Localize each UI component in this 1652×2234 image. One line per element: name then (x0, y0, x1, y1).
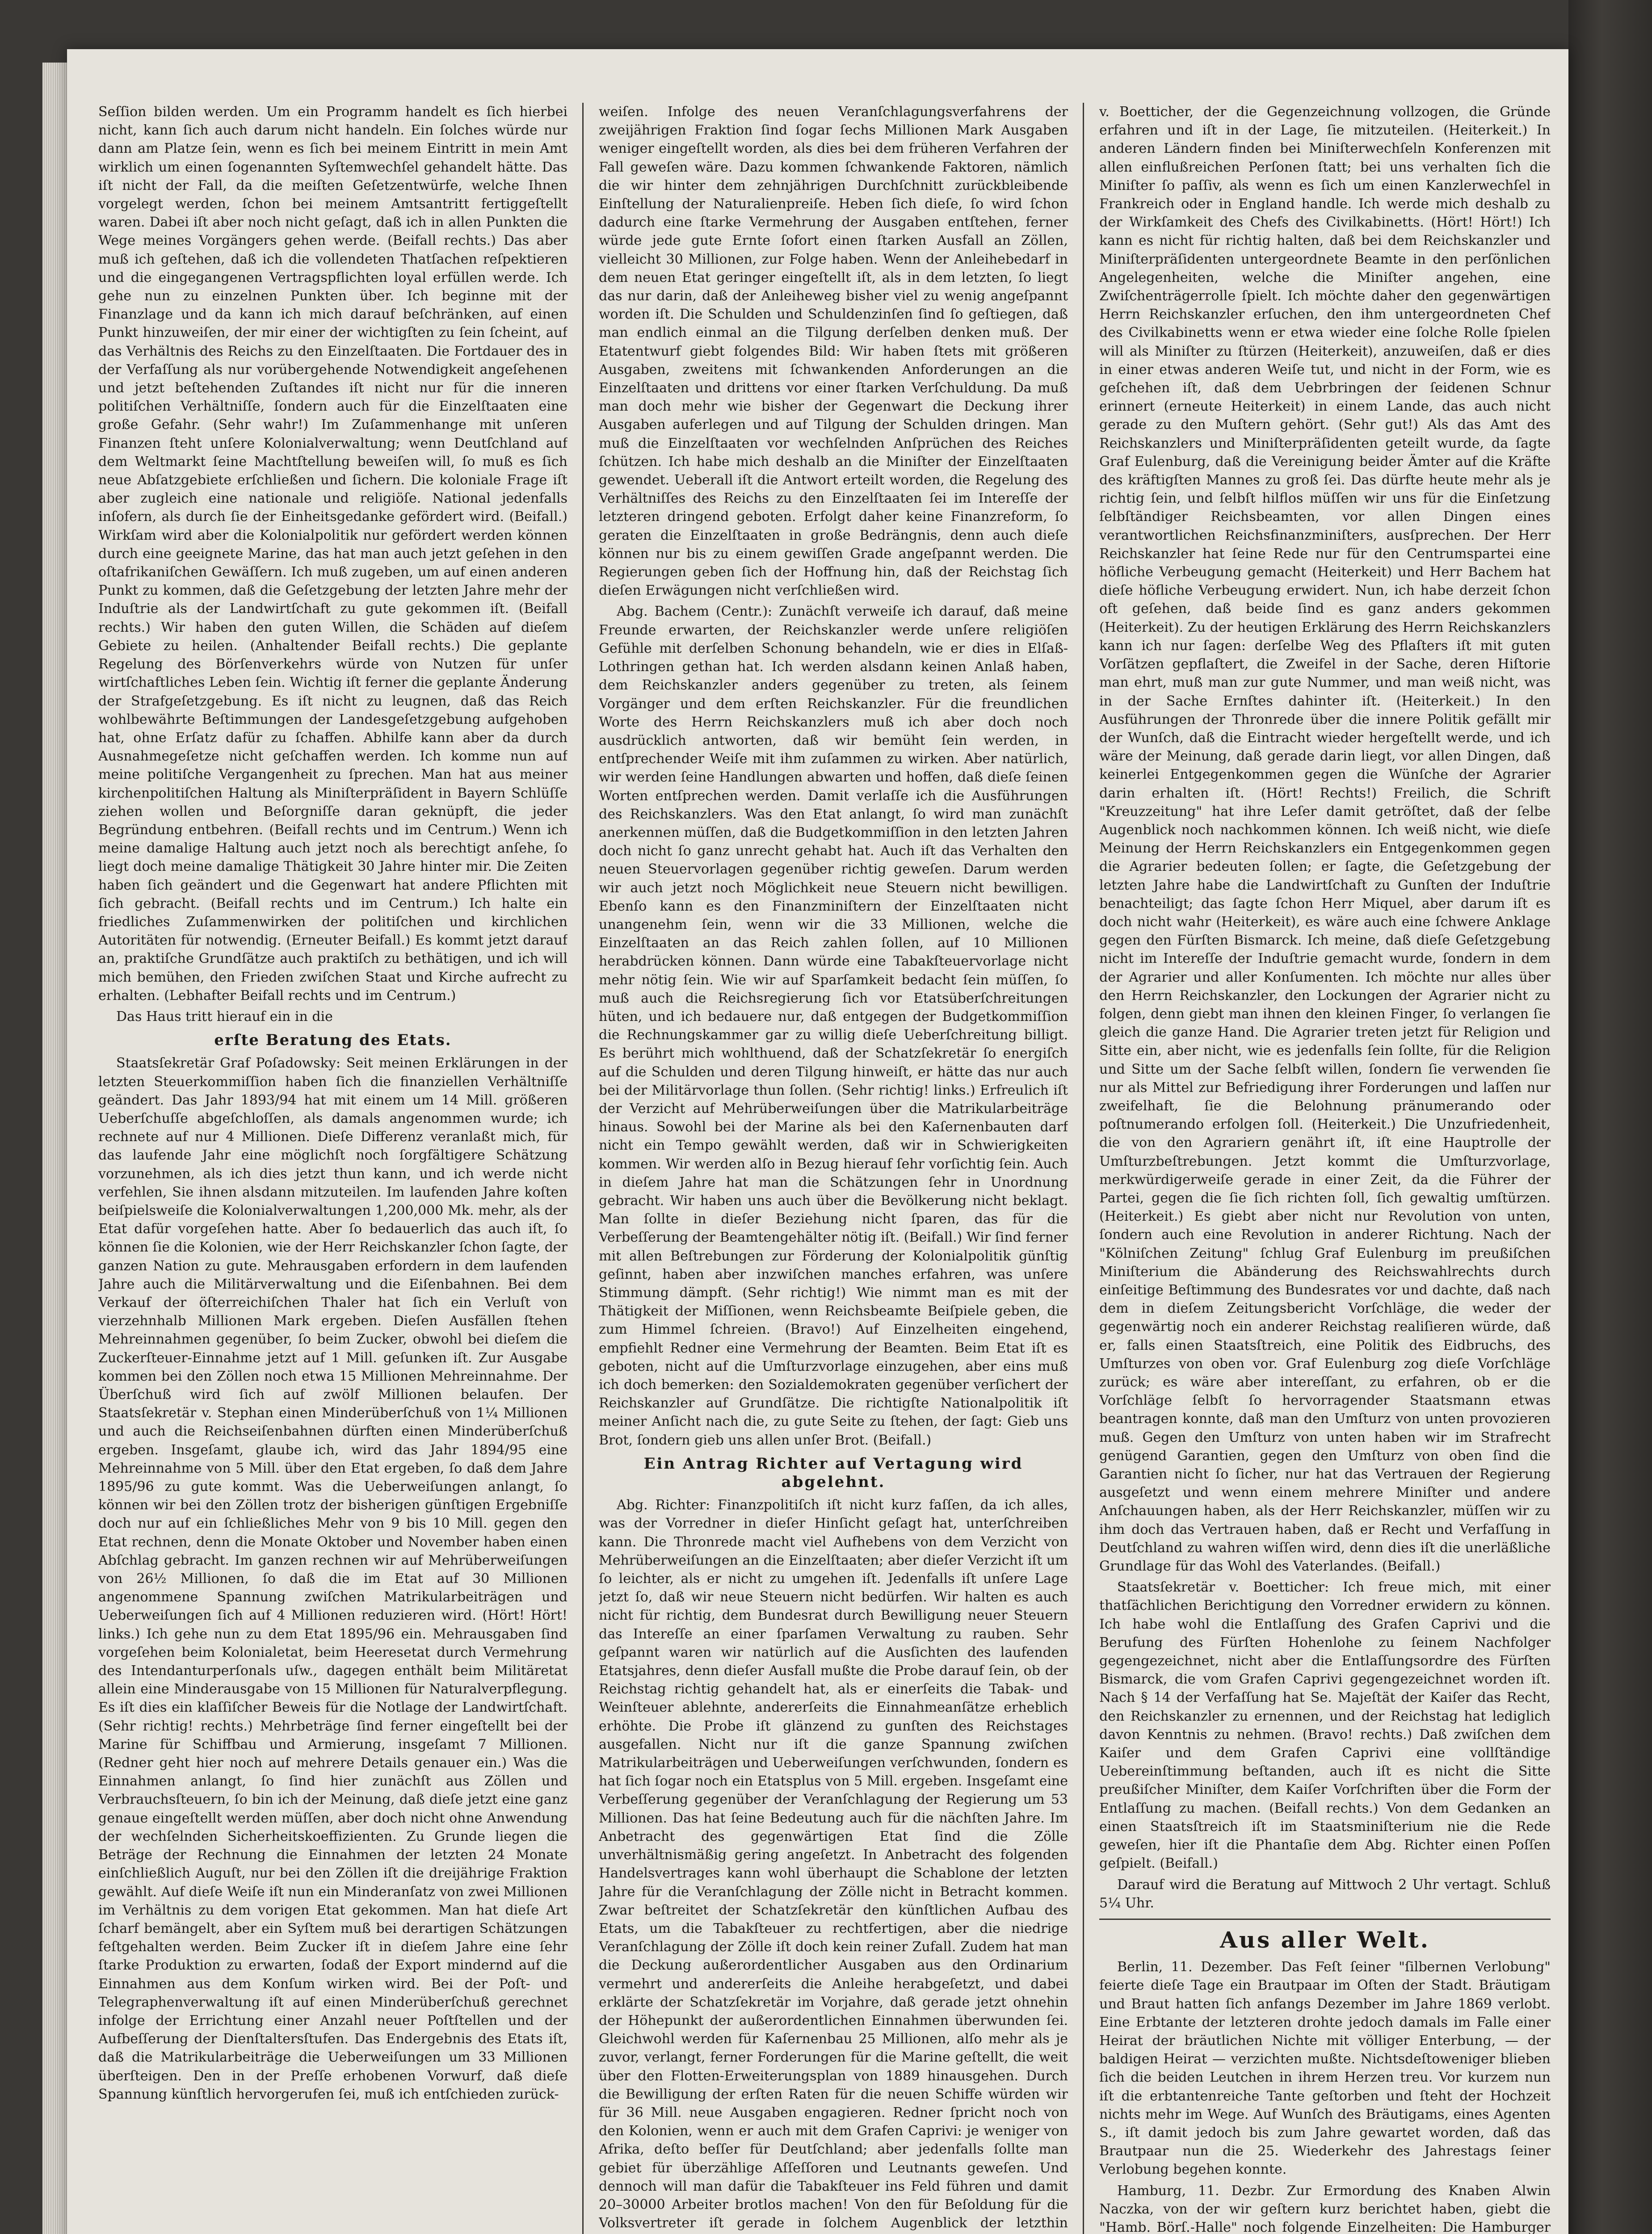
scanner-background (1568, 0, 1652, 2234)
paragraph: v. Boetticher, der die Gegenzeichnung vollzogen, die Gründe erfahren und iſt in der Lage, ſie mitzuteilen. (Heiterkeit.) In anderen Ländern finden bei Miniſterwechſeln Konferenzen mit allen einflußreichen Perſonen ſtatt; bei uns verhalten ſich die Miniſter ſo paſſiv, als wenn es ſich um einen Kanzlerwechſel in Frankreich oder in England handle. Ich werde mich deshalb zu der Wirkſamkeit des Chefs des Civilkabinetts. (Hört! Hört!) Ich kann es nicht für richtig halten, daß bei dem Reichskanzler und Miniſterpräſidenten untergeordnete Beamte in den perſönlichen Angelegenheiten, welche die Miniſter angehen, eine Zwiſchenträgerrolle ſpielt. Ich möchte daher den gegenwärtigen Herrn Reichskanzler erſuchen, den ihm untergeordneten Chef des Civilkabinetts wenn er etwa wieder eine ſolche Rolle ſpielen will als Miniſter zu ſtürzen (Heiterkeit), anzuweiſen, daß er dies in einer etwas anderen Weiſe tut, und nicht in der Form, wie es geſchehen iſt, daß dem Uebrbringen der ſeidenen Schnur erinnert (erneute Heiterkeit) in einem Lande, das auch nicht gerade zu den Muſtern gehört. (Sehr gut!) Als das Amt des Reichskanzlers und Miniſterpräſidenten geteilt wurde, da ſagte Graf Eulenburg, daß die Vereinigung beider Ämter auf die Kräfte des kräftigſten Mannes zu groß ſei. Das dürfte heute mehr als je richtig ſein, und ſelbſt hilflos müſſen wir uns für die Einſetzung ſelbſtändiger Reichsbeamten, vor allen Dingen eines verantwortlichen Reichsfinanzminiſters, ausſprechen. Der Herr Reichskanzler hat ſeine Rede nur für den Centrumspartei eine höfliche Verbeugung gemacht (Heiterkeit) und Herr Bachem hat dieſe höfliche Verbeugung erwidert. Nun, ich habe derzeit ſchon oft geſehen, daß beide ſind es ganz anders gekommen (Heiterkeit). Zu der heutigen Erklärung des Herrn Reichskanzlers kann ich nur ſagen: derſelbe Weg des Pflaſters iſt mit guten Vorſätzen gepflaſtert, die Zweifel in der Sache, deren Hiſtorie man ehrt, muß man zur gute Nummer, und man weiß nicht, was in der Sache Ernſtes dahinter iſt. (Heiterkeit.) In den Ausführungen der Thronrede über die innere Politik gefällt mir der Wunſch, daß die Eintracht wieder hergeſtellt werde, und ich wäre der Meinung, daß gerade darin liegt, vor allen Dingen, daß keinerlei Entgegenkommen gegen die Wünſche der Agrarier darin erhalten iſt. (Hört! Rechts!) Freilich, die Schrift "Kreuzzeitung" hat ihre Leſer damit getröſtet, daß der ſelbe Augenblick noch nachkommen können. Ich weiß nicht, wie dieſe Meinung der Herrn Reichskanzlers ein Entgegenkommen gegen die Agrarier bedeuten ſollen; er ſagte, die Geſetzgebung der letzten Jahre habe die Landwirtſchaft zu Gunſten der Induſtrie benachteiligt; das ſagte ſchon Herr Miquel, aber darum iſt es doch nicht wahr (Heiterkeit), es wäre auch eine ſchwere Anklage gegen den Fürſten Bismarck. Ich meine, daß dieſe Geſetzgebung nicht im Intereſſe der Induſtrie gemacht wurde, ſondern in dem der Agrarier und aller Konſumenten. Ich möchte nur alles über den Herrn Reichskanzler, den Lockungen der Agrarier nicht zu folgen, denn giebt man ihnen den kleinen Finger, ſo verlangen ſie gleich die ganze Hand. Die Agrarier treten jetzt für Religion und Sitte ein, aber nicht, wie es jedenfalls ſein ſollte, für die Religion und Sitte um der Sache ſelbſt willen, ſondern ſie verwenden ſie nur als Mittel zur Befriedigung ihrer Forderungen und laſſen nur zweifelhaft, ſie die Belohnung pränumerando oder poſtnumerando erfolgen ſoll. (Heiterkeit.) Die Unzufriedenheit, die von den Agrariern genährt iſt, iſt eine Hauptrolle der Umſturzbeſtrebungen. Jetzt kommt die Umſturzvorlage, merkwürdigerweiſe gerade in einer Zeit, da die Führer der Partei, gegen die ſie ſich richten ſoll, ſich gewaltig umſtürzen. (Heiterkeit.) Es giebt aber nicht nur Revolution von unten, ſondern auch eine Revolution in anderer Richtung. Nach der "Kölniſchen Zeitung" ſchlug Graf Eulenburg im preußiſchen Miniſterium die Abänderung des Reichswahlrechts durch einſeitige Beſtimmung des Bundesrates vor und dachte, daß nach dem in dieſem Zeitungsbericht Vorſchläge, die weder der gegenwärtig noch ein anderer Reichstag realiſieren würde, daß er, falls einen Staatsſtreich, eine Politik des Eidbruchs, des Umſturzes von oben vor. Graf Eulenburg zog dieſe Vorſchläge zurück; es wäre aber intereſſant, zu erfahren, ob er die Vorſchläge ſelbſt ſo hervorragender Staatsmann etwas beantragen konnte, daß man den Umſturz von unten provozieren muß. Gegen den Umſturz von unten haben wir im Strafrecht genügend Garantien, gegen den Umſturz von oben ſind die Garantien nicht ſo ſicher, nur hat das Vertrauen der Regierung ausgeſetzt und wenn einem mehrere Miniſter und andere Anſchauungen haben, als der Herr Reichskanzler, müſſen wir zu ihm doch das Vertrauen haben, daß er Recht und Verfaſſung in Deutſchland zu wahren wiſſen wird, denn dies iſt die unerläßliche Grundlage für das Wohl des Vaterlandes. (Beifall.) (1099, 104, 1551, 1575)
paragraph: Darauf wird die Beratung auf Mittwoch 2 Uhr vertagt. Schluß 5¼ Uhr. (1099, 1877, 1551, 1911)
column-rule-left (582, 103, 584, 2234)
paragraph: Staatsſekretär v. Boetticher: Ich freue mich, mit einer thatſächlichen Berichtigung den Vorredner erwidern zu können. Ich habe wohl die Entlaſſung des Grafen Caprivi und die Berufung des Fürſten Hohenlohe zu ſeinem Nachfolger gegengezeichnet, nicht aber die Entlaſſungsordre des Fürſten Bismarck, die vom Grafen Caprivi gegengezeichnet worden iſt. Nach § 14 der Verfaſſung hat Se. Majeſtät der Kaiſer das Recht, den Reichskanzler zu ernennen, und der Reichstag hat lediglich davon Kenntnis zu nehmen. (Bravo! rechts.) Daß zwiſchen dem Kaiſer und dem Grafen Caprivi eine vollſtändige Uebereinſtimmung beſtanden, auch iſt es nicht die Sitte preußiſcher Miniſter, dem Kaiſer Vorſchriften über die Form der Entlaſſung zu machen. (Beifall rechts.) Von dem Gedanken an einen Staatsſtreich iſt im Staatsminiſterium nie die Rede geweſen, hier iſt die Phantaſie dem Abg. Richter einen Poſſen geſpielt. (Beifall.) (1099, 1579, 1551, 1872)
paragraph: Staatsſekretär Graf Poſadowsky: Seit meinen Erklärungen in der letzten Steuerkommiſſion haben ſich die finanziellen Verhältniſſe geändert. Das Jahr 1893/94 hat mit einem um 14 Mill. größeren Ueberſchuſſe abgeſchloſſen, als damals angenommen wurde; ich rechnete auf nur 4 Millionen. Dieſe Differenz veranlaßt mich, für das laufende Jahr eine möglichſt noch ſorgfältigere Schätzung vorzunehmen, als ich dies jetzt thun kann, und ich werde nicht verfehlen, Sie ihnen alsdann mitzuteilen. Im laufenden Jahre koſten beiſpielsweiſe die Kolonialverwaltungen 1,200,000 Mk. mehr, als der Etat dafür vorgeſehen hatte. Aber ſo bedauerlich das auch iſt, ſo können ſie die Kolonien, wie der Herr Reichskanzler ſchon ſagte, der ganzen Nation zu gute. Mehrausgaben erfordern in dem laufenden Jahre auch die Militärverwaltung und die Eiſenbahnen. Bei dem Verkauf der öſterreichiſchen Thaler hat ſich ein Verluſt von vierzehnhalb Millionen Mark ergeben. Dieſen Ausfällen ſtehen Mehreinnahmen gegenüber, ſo beim Zucker, obwohl bei dieſem die Zuckerſteuer-Einnahme jetzt auf 1 Mill. geſunken iſt. Zur Ausgabe kommen bei den Zöllen noch etwa 15 Millionen Mehreinnahme. Der Überſchuß wird ſich auf zwölf Millionen belaufen. Der Staatsſekretär v. Stephan einen Minderüberſchuß von 1¼ Millionen und auch die Reichseiſenbahnen dürften einen Minderüberſchuß ergeben. Insgeſamt, glaube ich, wird das Jahr 1894/95 eine Mehreinnahme von 5 Mill. über den Etat ergeben, ſo daß dem Jahre 1895/96 zu gute kommt. Was die Ueberweiſungen anlangt, ſo können wir bei den Zöllen trotz der bisherigen günſtigen Ergebniſſe doch nur auf ein ſchließliches Mehr von 9 bis 10 Mill. gegen den Etat rechnen, denn die Monate Oktober und November haben einen Abſchlag gebracht. Im ganzen rechnen wir auf Mehrüberweiſungen von 26½ Millionen, ſo daß die im Etat auf 30 Millionen angenommene Spannung zwiſchen Matrikularbeiträgen und Ueberweiſungen ſich auf 4 Millionen reduzieren wird. (Hört! Hört! links.) Ich gehe nun zu dem Etat 1895/96 ein. Mehrausgaben ſind vorgeſehen beim Kolonialetat, beim Heeresetat durch Vermehrung des Intendanturperſonals uſw., dagegen enthält beim Militäretat allein eine Minderausgabe von 15 Millionen für Naturalverpflegung. Es iſt dies ein klaſſiſcher Beweis für die Notlage der Landwirtſchaft. (Sehr richtig! rechts.) Mehrbeträge ſind ferner eingeſtellt bei der Marine für Schiffbau und Armierung, insgeſamt 7 Millionen. (Redner geht hier noch auf mehrere Details genauer ein.) Was die Einnahmen anlangt, ſo ſind hier zunächſt aus Zöllen und Verbrauchsſteuern, ſo bin ich der Meinung, daß dieſe jetzt eine ganz genaue eingeſtellt werden müſſen, aber doch nicht ohne Anwendung der wechſelnden Sicherheitskoeffizienten. Zu Grunde liegen die Beträge der Rechnung die Einnahmen der letzten 24 Monate einſchließlich Auguſt, nur bei den Zöllen iſt die dreijährige Fraktion gewählt. Auf dieſe Weiſe iſt nun ein Minderanſatz von zwei Millionen im Verhältnis zu dem vorigen Etat gekommen. Man hat dieſe Art ſcharf bemängelt, aber ein Syſtem muß bei derartigen Schätzungen feſtgehalten werden. Beim Zucker iſt in dieſem Jahre eine ſehr ſtarke Produktion zu erwarten, ſodaß der Export mindernd auf die Einnahmen aus dem Konſum wirken wird. Bei der Poſt- und Telegraphenverwaltung iſt auf einen Minderüberſchuß gerechnet infolge der Errichtung einer Anzahl neuer Poſtſtellen und der Aufbeſſerung der Dienſtaltersſtufen. Das Endergebnis des Etats iſt, daß die Matrikularbeiträge die Ueberweiſungen um 33 Millionen überſteigen. Den in der Preſſe erhobenen Vorwurf, daß dieſe Spannung künſtlich hervorgerufen ſei, muß ich entſchieden zurück- (98, 1055, 567, 2102)
paragraph: weiſen. Infolge des neuen Veranſchlagungsverfahrens der zweijährigen Fraktion ſind ſogar ſechs Millionen Mark Ausgaben weniger eingeſtellt worden, als dies bei dem früheren Verfahren der Fall geweſen wäre. Dazu kommen ſchwankende Faktoren, nämlich die wir hinter dem zehnjährigen Durchſchnitt zurückbleibende Einſtellung der Naturalienpreiſe. Heben ſich dieſe, ſo wird ſchon dadurch eine ſtarke Vermehrung der Ausgaben entſtehen, ferner würde jede gute Ernte ſofort einen ſtarken Ausfall an Zöllen, vielleicht 30 Millionen, zur Folge haben. Wenn der Anleihebedarf in dem neuen Etat geringer eingeſtellt iſt, als in dem letzten, ſo liegt das nur darin, daß der Anleiheweg bisher viel zu wenig angeſpannt worden iſt. Die Schulden und Schuldenzinſen ſind ſo geſtiegen, daß man endlich einmal an die Tilgung derſelben denken muß. Der Etatentwurf giebt folgendes Bild: Wir haben ſtets mit größeren Ausgaben, zweitens mit ſchwankenden Anforderungen an die Einzelſtaaten und drittens vor einer ſtarken Verſchuldung. Da muß man doch mehr wie bisher der Gegenwart die Deckung ihrer Ausgaben auferlegen und auf Tilgung der Schulden dringen. Man muß die Einzelſtaaten vor wechſelnden Anſprüchen des Reiches ſchützen. Ich habe mich deshalb an die Miniſter der Einzelſtaaten gewendet. Ueberall iſt die Antwort erteilt worden, die Regelung des Verhältniſſes des Reichs zu den Einzelſtaaten ſei im Intereſſe der letzteren dringend geboten. Erfolgt daher keine Finanzreform, ſo geraten die Einzelſtaaten in große Bedrängnis, denn auch dieſe können nur bis zu einem gewiſſen Grade angeſpannt werden. Die Regierungen geben ſich der Hoffnung hin, daß der Reichstag ſich dieſen Erwägungen nicht verſchließen wird. (599, 104, 1068, 599)
section-heading: Ein Antrag Richter auf Vertagung wird abgelehnt. (643, 1454, 1023, 1491)
paragraph: Abg. Bachem (Centr.): Zunächſt verweiſe ich darauf, daß meine Freunde erwarten, der Reichskanzler werde unſere religiöſen Gefühle mit derſelben Schonung behandeln, wie er dies in Elſaß-Lothringen gethan hat. Ich werden alsdann keinen Anlaß haben, dem Reichskanzler anders gegenüber zu treten, als ſeinem Vorgänger und dem erſten Reichskanzler. Für die freundlichen Worte des Herrn Reichskanzlers muß ich aber doch noch ausdrücklich antworten, daß wir bemüht ſein werden, in entſprechender Weiſe mit ihm zuſammen zu wirken. Aber natürlich, wir werden ſeine Handlungen abwarten und hoffen, daß dieſe ſeinen Worten entſprechen werden. Damit verlaſſe ich die Ausführungen des Reichskanzlers. Was den Etat anlangt, ſo wird man zunächſt anerkennen müſſen, daß die Budgetkommiſſion in den letzten Jahren doch nicht ſo ganz unrecht gehabt hat. Auch iſt das Verhalten den neuen Steuervorlagen gegenüber richtig geweſen. Darum werden wir auch jetzt noch Möglichkeit neue Steuern nicht bewilligen. Ebenſo kann es den Finanzminiſtern der Einzelſtaaten nicht unangenehm ſein, wenn wir die 33 Millionen, welche die Einzelſtaaten an das Reich zahlen ſollen, auf 10 Millionen herabdrücken können. Dann würde eine Tabakſteuervorlage nicht mehr nötig ſein. Wie wir auf Sparſamkeit bedacht ſein müſſen, ſo muß auch die Reichsregierung ſich vor Etatsüberſchreitungen hüten, und ich bedauere nur, daß entgegen der Budgetkommiſſion die Rechnungskammer gar zu willig dieſe Ueberſchreitung billigt. Es berührt mich wohlthuend, daß der Schatzſekretär ſo energiſch auf die Schulden und deren Tilgung hinweiſt, er hätte das nur auch bei der Militärvorlage thun ſollen. (Sehr richtig! links.) Erfreulich iſt der Verzicht auf Mehrüberweiſungen über die Matrikularbeiträge hinaus. Sowohl bei der Marine als bei den Kaſernenbauten darf nicht ein Tempo gewählt werden, daß wir in Schwierigkeiten kommen. Wir werden alſo in Bezug hierauf ſehr vorſichtig ſein. Auch in dieſem Jahre hat man die Schätzungen ſehr in Unordnung gebracht. Wir haben uns auch über die Bevölkerung nicht beklagt. Man ſollte in dieſer Beziehung nicht ſparen, das für die Verbeſſerung der Beamtengehälter nötig iſt. (Beifall.) Wir ſind ferner mit allen Beſtrebungen zur Förderung der Kolonialpolitik günſtig geſinnt, haben aber inzwiſchen manches erfahren, was unſere Stimmung dämpft. (Sehr richtig!) Wie nimmt man es mit der Thätigkeit der Miſſionen, wenn Reichsbeamte Beiſpiele geben, die zum Himmel ſchreien. (Bravo!) Auf Einzelheiten eingehend, empfiehlt Redner eine Vermehrung der Beamten. Beim Etat iſt es geboten, nicht auf die Umſturzvorlage einzugehen, aber eins muß ich doch bemerken: den Sozialdemokraten gegenüber verſichert der Reichskanzler auf Grundſätze. Die richtigſte Nationalpolitik iſt meiner Anſicht nach die, zu gute Seite zu ſtehen, der ſagt: Gieb uns Brot, ſondern gieb uns allen unſer Brot. (Beifall.) (599, 604, 1068, 1448)
page-stack-edge (42, 63, 67, 2234)
section-heading: erſte Beratung des Etats. (214, 1031, 452, 1050)
paragraph: Abg. Richter: Finanzpolitiſch iſt nicht kurz faſſen, da ich alles, was der Vorredner in dieſer Hinſicht geſagt hat, unterſchreiben kann. Die Thronrede macht viel Aufhebens von dem Verzicht von Mehrüberweiſungen an die Einzelſtaaten; aber dieſer Verzicht iſt um ſo leichter, als er nicht zu umgehen iſt. Jedenfalls iſt unſere Lage jetzt ſo, daß wir neue Steuern nicht bedürfen. Wir halten es auch nicht für richtig, dem Bundesrat durch Bewilligung neuer Steuern das Intereſſe an einer ſparſamen Verwaltung zu rauben. Sehr geſpannt waren wir natürlich auf die Ausſichten des laufenden Etatsjahres, denn dieſer Ausfall mußte die Probe darauf ſein, ob der Reichstag richtig gehandelt hat, als er einerſeits die Tabak- und Weinſteuer ablehnte, andererſeits die Einnahmeanſätze erheblich erhöhte. Die Probe iſt glänzend zu gunſten des Reichstages ausgefallen. Nicht nur iſt die ganze Spannung zwiſchen Matrikularbeiträgen und Ueberweiſungen verſchwunden, ſondern es hat ſich ſogar noch ein Etatsplus von 5 Mill. ergeben. Insgeſamt eine Verbeſſerung gegenüber der Veranſchlagung der Regierung um 53 Millionen. Das hat ſeine Bedeutung auch für die nächſten Jahre. Im Anbetracht des gegenwärtigen Etat ſind die Zölle unverhältnismäßig gering angeſetzt. In Anbetracht des folgenden Handelsvertrages kann wohl überhaupt die Schablone der letzten Jahre für die Veranſchlagung der Zölle nicht in Betracht kommen. Zwar beſtreitet der Schatzſekretär den künſtlichen Aufbau des Etats, um die Tabakſteuer zu rechtfertigen, aber die niedrige Veranſchlagung der Zölle iſt doch kein reiner Zufall. Zudem hat man die Deckung außerordentlicher Ausgaben aus den Ordinarium vermehrt und andererſeits die Anleihe herabgeſetzt, und dabei erklärte der Schatzſekretär im Vorjahre, daß gerade jetzt ohnehin der Höhepunkt der außerordentlichen Einnahmen überwunden ſei. Gleichwohl werden für Kaſernenbau 25 Millionen, alſo mehr als je zuvor, verlangt, ferner Forderungen für die Marine geſtellt, die weit über den Flotten-Erweiterungsplan von 1889 hinausgehen. Durch die Bewilligung der erſten Raten für die neuen Schiffe würden wir für 36 Mill. neue Ausgaben engagieren. Redner ſpricht noch von den Kolonien, wenn er auch mit dem Grafen Caprivi: je weniger von Afrika, deſto beſſer für Deutſchland; aber jedenfalls ſollte man gebiet für überzählige Aſſeſſoren und Leutnants geweſen. Und dennoch will man dafür die Tabakſteuer ins Feld führen und damit 20–30000 Arbeiter brotlos machen! Von den für Beſoldung für die Volksvertreter iſt gerade in ſolchem Augenblick der letzthin (599, 1497, 1068, 2231)
section-title: Aus aller Welt. (1219, 1926, 1430, 1953)
paragraph: Hamburg, 11. Dezbr. Zur Ermordung des Knaben Alwin Naczka, von der wir geſtern kurz berichtet haben, giebt die "Hamb. Börſ.-Halle" noch folgende Einzelheiten: Die Hamburger (1099, 2183, 1551, 2234)
paragraph: Seſſion bilden werden. Um ein Programm handelt es ſich hierbei nicht, kann ſich auch darum nicht handeln. Ein ſolches würde nur dann am Platze ſein, wenn es ſich bei meinem Eintritt in mein Amt wirklich um einen ſogenannten Syſtemwechſel gehandelt hätte. Das iſt nicht der Fall, da die meiſten Geſetzentwürfe, welche Ihnen vorgelegt werden, ſchon bei meinem Amtsantritt fertiggeſtellt waren. Dabei iſt aber noch nicht geſagt, daß ich in allen Punkten die Wege meines Vorgängers gehen werde. (Beifall rechts.) Das aber muß ich geſtehen, daß ich die vollendeten Thatſachen reſpektieren und die eingegangenen Vertragspflichten loyal erfüllen werde. Ich gehe nun zu einzelnen Punkten über. Ich beginne mit der Finanzlage und da kann ich mich darauf beſchränken, auf einen Punkt hinzuweiſen, der mir einer der wichtigſten zu ſein ſcheint, auf das Verhältnis des Reichs zu den Einzelſtaaten. Die Fortdauer des in der Verfaſſung als nur vorübergehende Notwendigkeit angeſehenen und jetzt beſtehenden Zuſtandes iſt nicht nur für die inneren politiſchen Verhältniſſe, ſondern auch für die Einzelſtaaten eine große Gefahr. (Sehr wahr!) Im Zuſammenhange mit unſeren Finanzen ſteht unſere Kolonialverwaltung; wenn Deutſchland auf dem Weltmarkt ſeine Machtſtellung beweiſen will, ſo muß es ſich neue Abſatzgebiete erſchließen und ſichern. Die koloniale Frage iſt aber zugleich eine nationale und religiöſe. National jedenfalls inſofern, als durch ſie der Einheitsgedanke gefördert wird. (Beifall.) Wirkſam wird aber die Kolonialpolitik nur gefördert werden können durch eine geeignete Marine, das hat man auch jetzt geſehen in den oſtafrikaniſchen Gewäſſern. Ich muß zugeben, um auf einen anderen Punkt zu kommen, daß die Geſetzgebung der letzten Jahre mehr der Induſtrie als der Landwirtſchaft zu gute gekommen iſt. (Beifall rechts.) Wir haben den guten Willen, die Schäden auf dieſem Gebiete zu heilen. (Anhaltender Beifall rechts.) Die geplante Regelung des Börſenverkehrs würde von Nutzen für unſer wirtſchaftliches Leben ſein. Wichtig iſt ferner die geplante Änderung der Strafgeſetzgebung. Es iſt nicht zu leugnen, daß das Reich wohlbewährte Beſtimmungen der Landesgeſetzgebung aufgehoben hat, ohne Erſatz dafür zu ſchaffen. Abhilfe kann aber da durch Ausnahmegeſetze nicht geſchaffen werden. Ich komme nun auf meine politiſche Vergangenheit zu ſprechen. Man hat aus meiner kirchenpolitiſchen Haltung als Miniſterpräſident in Bayern Schlüſſe ziehen wollen und Beſorgniſſe daran geknüpft, die jeder Begründung entbehren. (Beifall rechts und im Centrum.) Wenn ich meine damalige Haltung auch jetzt noch als berechtigt anſehe, ſo liegt doch meine damalige Thätigkeit 30 Jahre hinter mir. Die Zeiten haben ſich geändert und die Gegenwart hat andere Pflichten mit ſich gebracht. (Beifall rechts und im Centrum.) Ich halte ein friedliches Zuſammenwirken der politiſchen und kirchlichen Autoritäten für notwendig. (Erneuter Beifall.) Es kommt jetzt darauf an, praktiſche Grundſätze auch praktiſch zu bethätigen, und ich will mich bemühen, den Frieden zwiſchen Staat und Kirche aufrecht zu erhalten. (Lebhafter Beifall rechts und im Centrum.) (98, 104, 567, 1004)
column-rule-right (1083, 103, 1084, 2234)
column-2 (599, 103, 1068, 2234)
paragraph: Berlin, 11. Dezember. Das Feſt ſeiner "ſilbernen Verlobung" feierte dieſe Tage ein Brautpaar im Oſten der Stadt. Bräutigam und Braut hatten ſich anfangs Dezember im Jahre 1869 verlobt. Eine Erbtante der letzteren drohte jedoch damals im Falle einer Heirat der bräutlichen Nichte mit völliger Enterbung, — der baldigen Heirat — verzichten mußte. Nichtsdeſtoweniger blieben ſich die beiden Leutchen in ihrem Herzen treu. Vor kurzem nun iſt die erbtantenreiche Tante geſtorben und ſteht der Hochzeit nichts mehr im Wege. Auf Wunſch des Bräutigams, eines Agenten S., iſt damit jedoch bis zum Jahre gewartet worden, daß das Brautpaar nun die 25. Wiederkehr des Jahrestags ſeiner Verlobung begehen konnte. (1099, 1959, 1551, 2178)
column-3 (1099, 103, 1551, 2234)
column-1 (98, 103, 567, 2234)
paragraph: Das Haus tritt hierauf ein in die (116, 1008, 333, 1025)
section-divider (1099, 1919, 1551, 1920)
